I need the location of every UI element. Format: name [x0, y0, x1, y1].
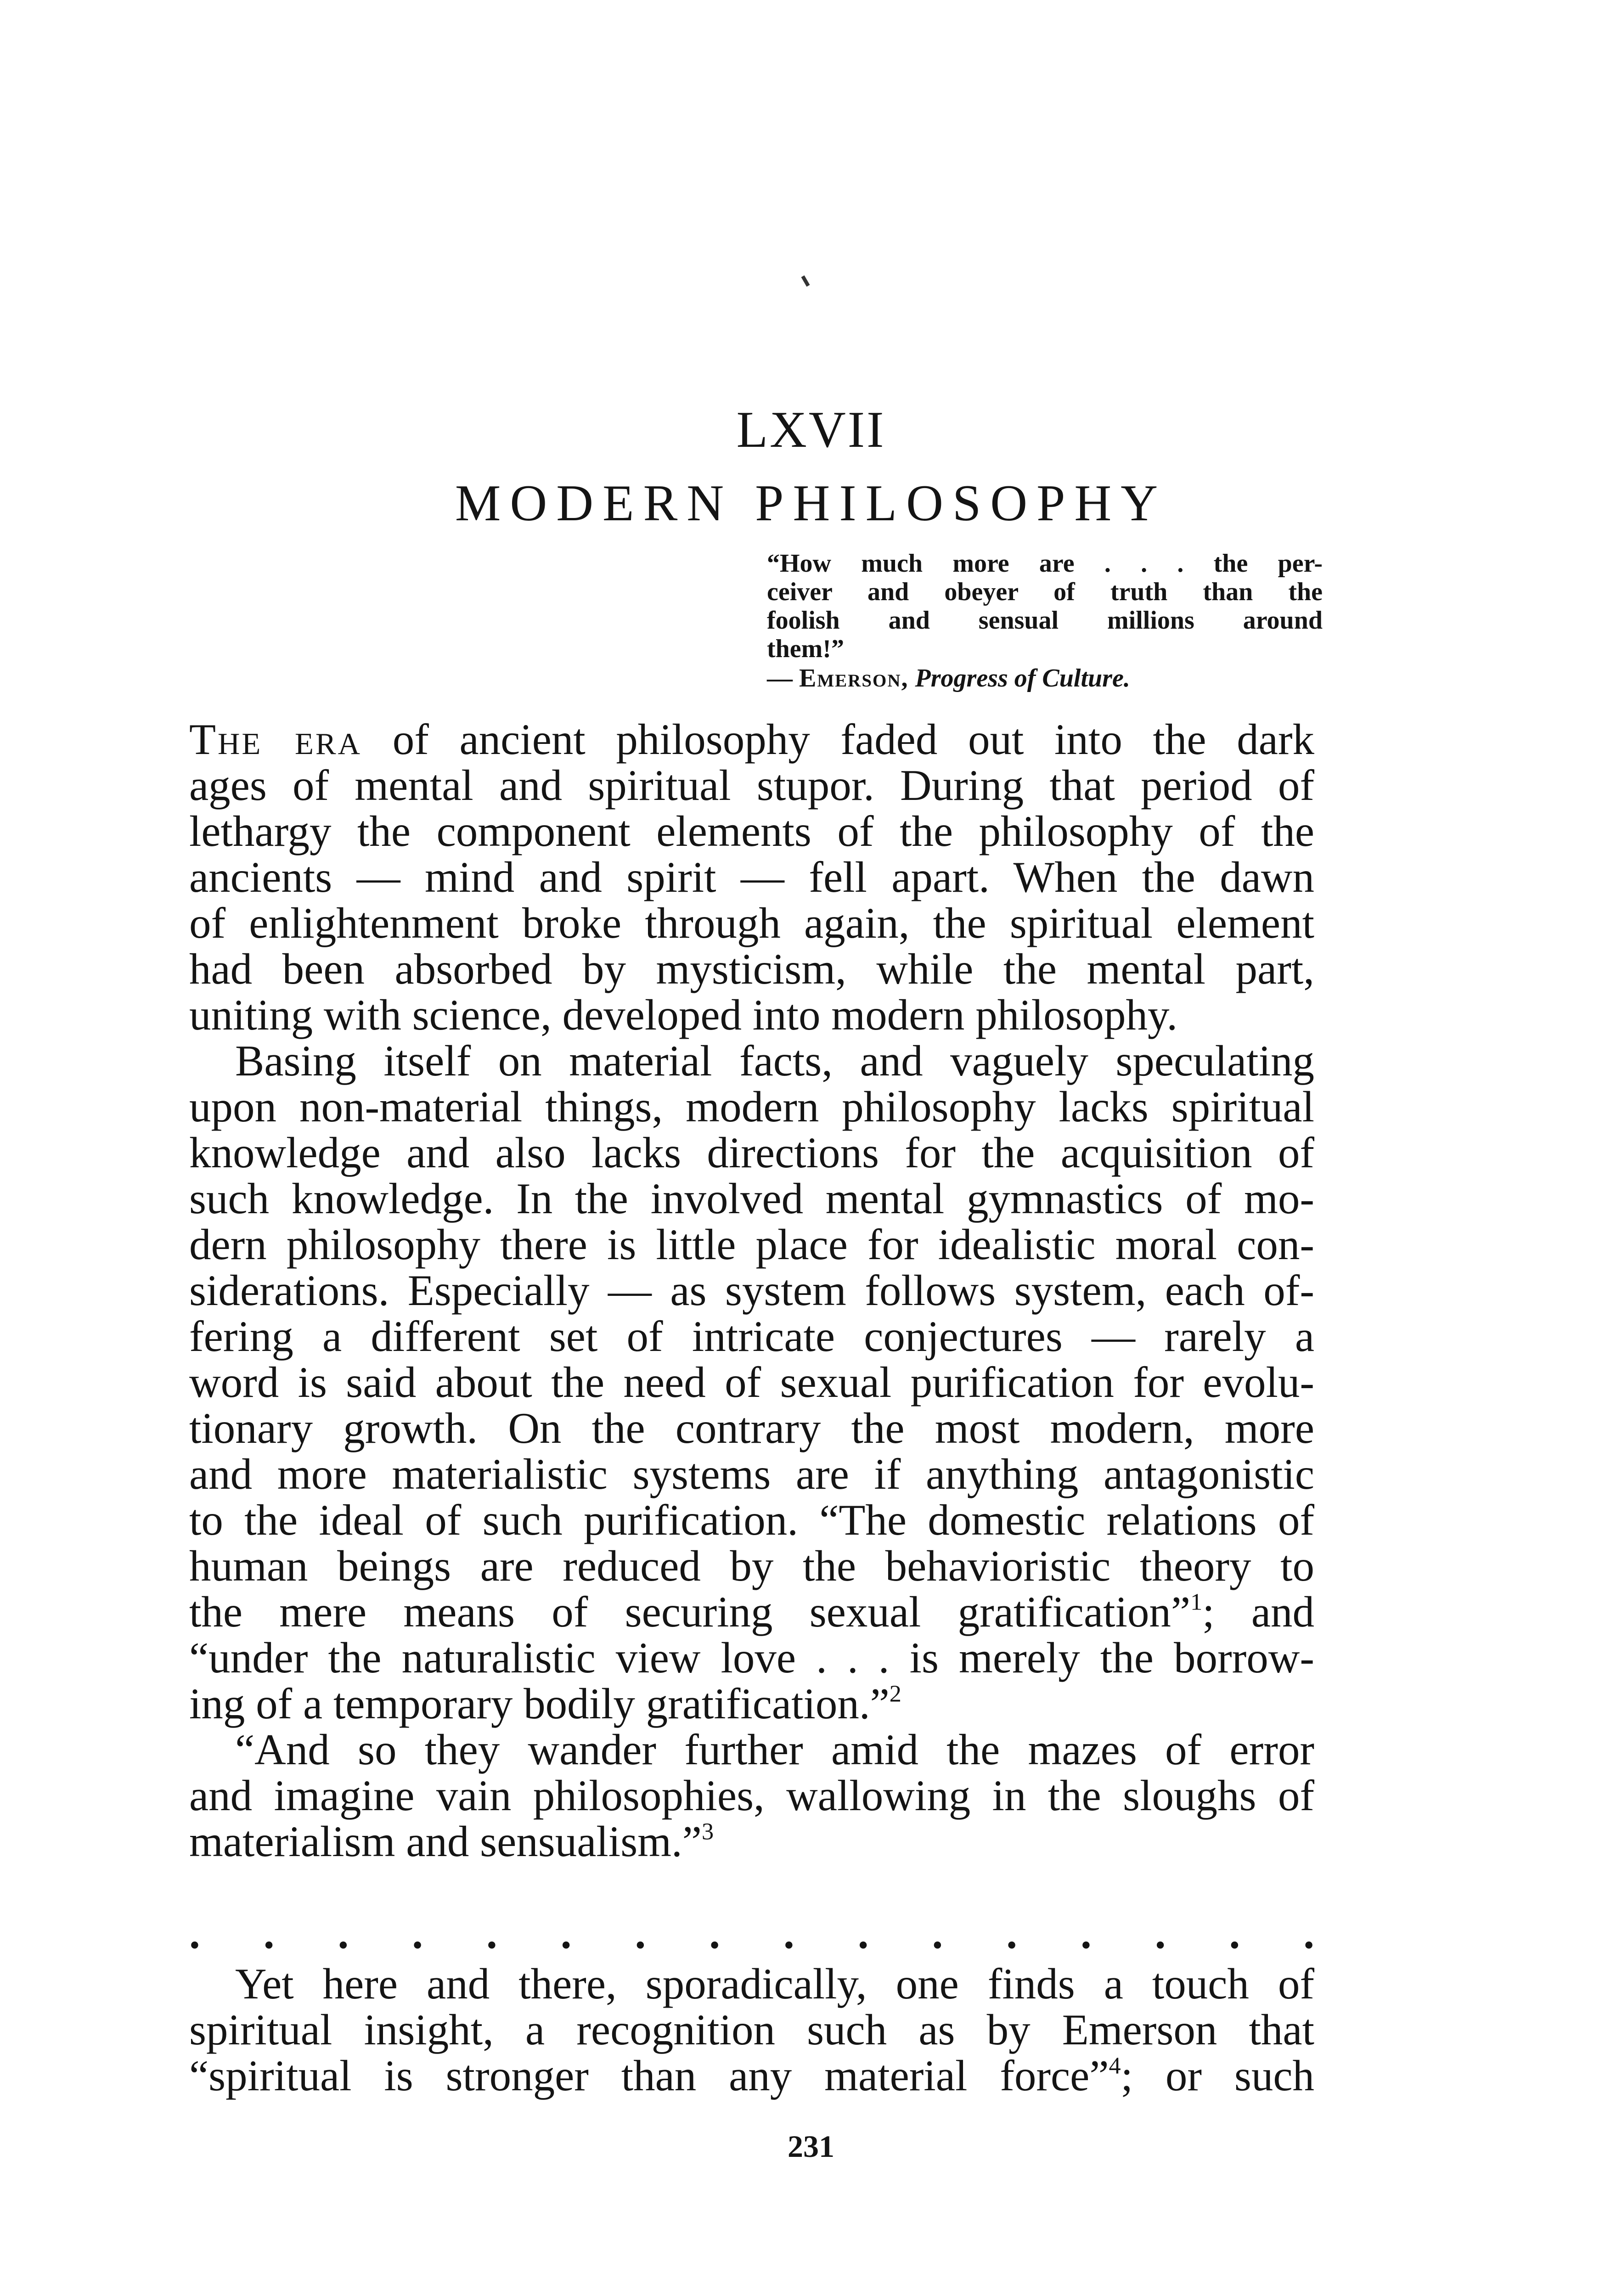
paragraph-line: and imagine vain philosophies, wallowing in the sloughs of: [189, 1771, 1314, 1820]
body-text: [189, 716, 1314, 1864]
chapter-title: MODERN PHILOSOPHY: [455, 475, 1167, 532]
footnote-ref: 1: [1190, 1588, 1203, 1615]
paragraph-line: “And so they wander further amid the mazes of error: [235, 1725, 1314, 1774]
page-number: 231: [788, 2129, 834, 2164]
paragraph-line: “under the naturalistic view love . . . is merely the borrow-: [189, 1633, 1314, 1682]
epigraph-line: foolish and sensual millions around: [767, 606, 1323, 635]
ellipsis-dot: .: [263, 1909, 275, 1958]
paragraph-line: ages of mental and spiritual stupor. During that period of: [189, 761, 1314, 810]
ellipsis-dot: .: [1229, 1909, 1240, 1958]
ellipsis-dot: .: [635, 1909, 646, 1958]
paragraph-line: Yet here and there, sporadically, one finds a touch of: [235, 1959, 1314, 2008]
paragraph-line: spiritual insight, a recognition such as by Emerson that: [189, 2005, 1314, 2054]
paragraph-line: such knowledge. In the involved mental gymnastics of mo-: [189, 1174, 1314, 1223]
ellipsis-dot: .: [1081, 1909, 1092, 1958]
epigraph-line: them!”: [767, 635, 844, 663]
body-text-continued: [189, 1961, 1314, 2099]
paragraph-line: siderations. Especially — as system follows system, each of-: [189, 1266, 1314, 1315]
ellipsis-dot: .: [1155, 1909, 1166, 1958]
ellipsis-dot: .: [1303, 1909, 1314, 1958]
paragraph-line: had been absorbed by mysticism, while the mental part,: [189, 945, 1314, 993]
paragraph-line: dern philosophy there is little place for idealistic moral con-: [189, 1220, 1314, 1269]
ellipsis-dot: .: [709, 1909, 720, 1958]
paragraph-line: upon non-material things, modern philosophy lacks spiritual: [189, 1082, 1314, 1131]
ellipsis-dot: .: [338, 1909, 349, 1958]
paragraph-line: fering a different set of intricate conjectures — rarely a: [189, 1312, 1314, 1361]
paragraph-line: knowledge and also lacks directions for the acquisition of: [189, 1128, 1314, 1177]
ellipsis-dot: .: [189, 1909, 200, 1958]
epigraph: [767, 549, 1323, 663]
ellipsis-dot: .: [857, 1909, 869, 1958]
paragraph-line: and more materialistic systems are if anything antagonistic: [189, 1450, 1314, 1498]
ellipsis-dot: .: [783, 1909, 794, 1958]
ellipsis-dot: .: [560, 1909, 572, 1958]
ellipsis-dot: .: [412, 1909, 423, 1958]
paragraph-line: human beings are reduced by the behavioristic theory to: [189, 1542, 1314, 1590]
chapter-number: LXVII: [736, 401, 886, 458]
ellipsis-dot: .: [1006, 1909, 1017, 1958]
paragraph-line: of enlightenment broke through again, the spiritual element: [189, 899, 1314, 947]
paragraph-line: materialism and sensualism.”$^3$: [189, 1817, 714, 1866]
paragraph-line: word is said about the need of sexual purification for evolu-: [189, 1358, 1314, 1407]
paragraph-line: Basing itself on material facts, and vaguely speculating: [235, 1036, 1314, 1085]
opening-small-caps: The era: [189, 715, 362, 764]
paragraph-line: ing of a temporary bodily gratification.”$^2$: [189, 1679, 901, 1728]
epigraph-line: ceiver and obeyer of truth than the: [767, 578, 1323, 606]
attribution-dash: —: [767, 664, 799, 692]
footnote-ref: 3: [701, 1818, 714, 1845]
footnote-ref: 2: [889, 1680, 901, 1707]
footnote-ref: 4: [1109, 2052, 1121, 2079]
paragraph-line: the mere means of securing sexual gratification”$^1$; and: [189, 1587, 1314, 1636]
attribution-author: Emerson,: [799, 664, 909, 692]
epigraph-attribution: [767, 664, 1364, 692]
stray-ink-mark: [801, 276, 810, 287]
ellipsis-dot: .: [486, 1909, 497, 1958]
epigraph-line: “How much more are . . . the per-: [767, 549, 1323, 578]
paragraph-line: uniting with science, developed into modern philosophy.: [189, 990, 1178, 1039]
attribution-work: Progress of Culture.: [915, 664, 1130, 692]
section-break-ellipsis: [189, 1910, 1314, 1956]
ellipsis-dot: .: [932, 1909, 943, 1958]
paragraph-line: ancients — mind and spirit — fell apart. When the dawn: [189, 853, 1314, 901]
paragraph-line: tionary growth. On the contrary the most modern, more: [189, 1404, 1314, 1452]
paragraph-line: to the ideal of such purification. “The domestic relations of: [189, 1496, 1314, 1544]
paragraph-line: “spiritual is stronger than any material force”$^4$; or such: [189, 2051, 1314, 2100]
paragraph-line: The era of ancient philosophy faded out into the dark: [189, 715, 1315, 764]
paragraph-line: lethargy the component elements of the philosophy of the: [189, 807, 1314, 855]
